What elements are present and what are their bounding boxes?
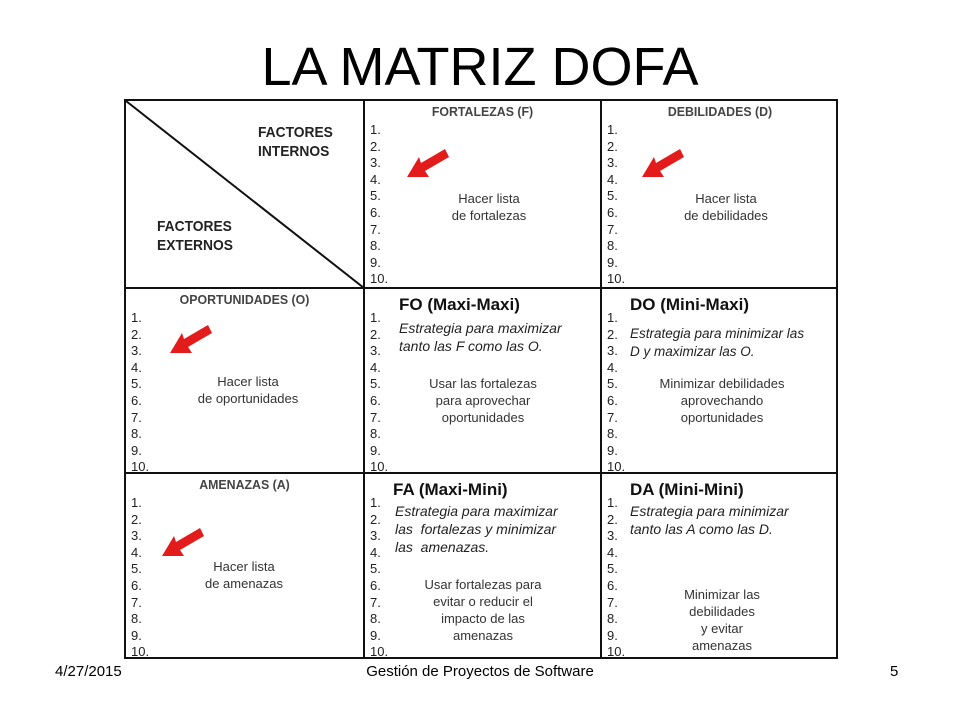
list-number: 7. [131,409,142,425]
list-number: 8. [607,238,618,254]
fortalezas-cell [365,101,600,287]
list-number: 2. [370,511,381,527]
list-number: 5. [370,376,381,392]
list-number: 10. [370,644,389,659]
list-number: 5. [607,561,618,577]
do-number-list [607,310,625,472]
list-number: 9. [607,627,618,643]
list-number: 7. [607,409,618,425]
list-number: 9. [607,254,618,270]
list-number: 6. [607,577,618,593]
list-number: 4. [370,171,381,187]
amenazas-header: AMENAZAS (A) [199,477,290,492]
list-number: 3. [607,155,618,171]
list-number: 3. [370,343,381,359]
list-number: 6. [607,204,618,220]
internal-factors-label: FACTORES INTERNOS [258,124,333,160]
da-number-list [607,495,625,659]
list-number: 7. [370,221,381,237]
list-number: 2. [131,511,142,527]
list-number: 6. [131,392,142,408]
fa-strategy-title: FA (Maxi-Mini) [393,480,508,499]
fo-strategy-subtitle: Estrategia para maximizar tanto las F como las O. [399,320,562,354]
list-number: 6. [131,577,142,593]
list-number: 7. [370,594,381,610]
fortalezas-number-list [370,122,388,287]
list-number: 5. [607,188,618,204]
oportunidades-header: OPORTUNIDADES (O) [179,292,310,307]
list-number: 2. [370,138,381,154]
list-number: 1. [370,495,381,510]
list-number: 5. [131,376,142,392]
list-number: 10. [131,644,150,659]
list-number: 8. [607,611,618,627]
debilidades-header: DEBILIDADES (D) [667,104,773,119]
list-number: 7. [607,594,618,610]
fo-strategy-cell [365,289,600,472]
list-number: 4. [131,544,142,560]
fortalezas-description: Hacer lista de fortalezas [451,191,527,223]
footer-page-number: 5 [890,663,899,680]
list-number: 9. [370,627,381,643]
fo-strategy-description: Usar las fortalezas para aprovechar oportunidades [429,376,537,425]
fo-number-list [370,310,388,472]
list-number: 9. [607,442,618,458]
list-number: 9. [370,254,381,270]
list-number: 3. [607,343,618,359]
list-number: 10. [607,644,626,659]
list-number: 10. [607,459,626,472]
oportunidades-description: Hacer lista de oportunidades [197,374,299,406]
list-number: 1. [607,495,618,510]
list-number: 9. [370,442,381,458]
list-number: 4. [370,544,381,560]
list-number: 4. [607,171,618,187]
list-number: 5. [370,188,381,204]
list-number: 1. [370,122,381,137]
list-number: 2. [370,326,381,342]
list-number: 4. [370,359,381,375]
list-number: 2. [131,326,142,342]
list-number: 10. [370,459,389,472]
list-number: 9. [131,627,142,643]
amenazas-number-list [131,495,149,659]
da-strategy-title: DA (Mini-Mini) [630,480,744,499]
amenazas-cell [126,474,363,659]
list-number: 6. [370,392,381,408]
da-strategy-subtitle: Estrategia para minimizar tanto las A como las D. [630,503,789,537]
list-number: 6. [370,204,381,220]
list-number: 2. [607,138,618,154]
list-number: 3. [131,528,142,544]
red-arrow-icon [160,526,206,560]
da-strategy-description: Minimizar las debilidades y evitar amenazas [684,587,760,653]
list-number: 3. [131,343,142,359]
list-number: 8. [131,426,142,442]
list-number: 7. [131,594,142,610]
fa-strategy-cell [365,474,600,659]
list-number: 8. [607,426,618,442]
do-strategy-title: DO (Mini-Maxi) [630,295,749,314]
debilidades-description: Hacer lista de debilidades [684,191,768,223]
footer-course: Gestión de Proyectos de Software [366,663,594,680]
list-number: 10. [131,459,150,472]
list-number: 1. [370,310,381,325]
list-number: 8. [370,611,381,627]
external-factors-label: FACTORES EXTERNOS [157,218,233,254]
list-number: 8. [131,611,142,627]
red-arrow-icon [640,147,686,181]
list-number: 1. [607,122,618,137]
list-number: 7. [370,409,381,425]
slide-title: LA MATRIZ DOFA [261,37,699,97]
footer-date: 4/27/2015 [55,663,122,680]
fa-number-list [370,495,388,659]
list-number: 4. [607,359,618,375]
do-strategy-description: Minimizar debilidades aprovechando oportunidades [659,376,785,425]
list-number: 5. [131,561,142,577]
do-strategy-subtitle: Estrategia para minimizar las D y maximizar las O. [630,326,805,359]
fa-strategy-subtitle: Estrategia para maximizar las fortalezas y minimizar las amenazas. [395,503,558,555]
list-number: 1. [131,495,142,510]
list-number: 6. [370,577,381,593]
fa-strategy-description: Usar fortalezas para evitar o reducir el impacto de las amenazas [424,577,542,643]
corner-cell [126,101,364,288]
fo-strategy-title: FO (Maxi-Maxi) [399,295,520,314]
list-number: 3. [370,528,381,544]
list-number: 10. [370,271,389,287]
fortalezas-header: FORTALEZAS (F) [431,104,534,119]
list-number: 4. [607,544,618,560]
dofa-matrix [124,99,838,659]
list-number: 2. [607,326,618,342]
list-number: 1. [131,310,142,325]
red-arrow-icon [405,147,451,181]
amenazas-description: Hacer lista de amenazas [204,559,284,591]
debilidades-number-list [607,122,625,287]
list-number: 8. [370,426,381,442]
list-number: 8. [370,238,381,254]
list-number: 4. [131,359,142,375]
list-number: 3. [607,528,618,544]
list-number: 7. [607,221,618,237]
red-arrow-icon [168,323,214,357]
debilidades-cell [602,101,838,287]
da-strategy-cell [602,474,838,659]
list-number: 1. [607,310,618,325]
list-number: 2. [607,511,618,527]
list-number: 3. [370,155,381,171]
list-number: 9. [131,442,142,458]
oportunidades-cell [126,289,363,472]
list-number: 10. [607,271,626,287]
oportunidades-number-list [131,310,149,472]
list-number: 5. [370,561,381,577]
list-number: 6. [607,392,618,408]
do-strategy-cell [602,289,838,472]
list-number: 5. [607,376,618,392]
